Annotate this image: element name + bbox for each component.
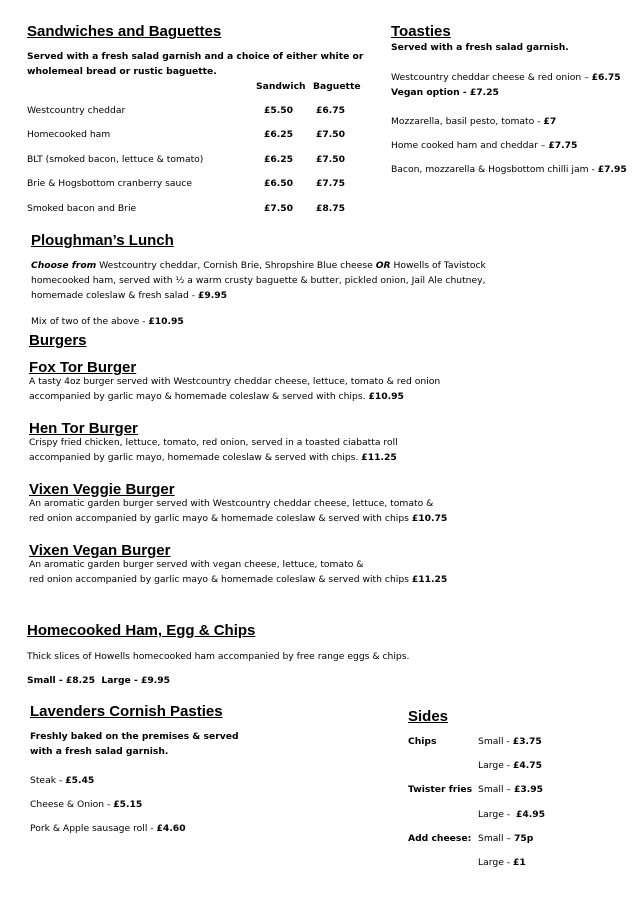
burger-name: Hen Tor Burger [29,420,138,437]
side-price [478,833,533,845]
side-price-value: £3.95 [513,784,544,795]
side-price [478,857,526,869]
side-size: Small – [478,833,514,844]
ploughmans-mix [31,316,184,328]
pasty-item [30,823,186,835]
toastie-name: Westcountry cheddar cheese & red onion – [391,72,592,83]
toastie-price: £6.75 [591,72,621,83]
side-size: Large - [478,760,514,771]
side-label: Twister fries [408,784,473,795]
sandwich-item-name: Westcountry cheddar [27,105,126,116]
column-header-baguette: Baguette [313,81,361,92]
sandwich-price: £5.50 [264,105,294,116]
sandwiches-intro-line-1: Served with a fresh salad garnish and a choice of either white or [27,51,364,62]
burger-desc-line-1: A tasty 4oz burger served with Westcountry cheddar cheese, lettuce, tomato & red onion [29,376,441,387]
burger-desc-text: red onion accompanied by garlic mayo & homemade coleslaw & served with chips [29,513,412,524]
ploughmans-title: Ploughman’s Lunch [31,232,174,249]
toastie-item [391,116,556,128]
sandwich-price: £6.25 [264,154,294,165]
toastie-item [391,87,499,99]
toastie-price: £7.75 [548,140,578,151]
burger-desc-text: accompanied by garlic mayo, homemade coleslaw & served with chips. [29,452,362,463]
pasty-price: £4.60 [156,823,186,834]
ploughmans-text: Westcountry cheddar, Cornish Brie, Shropshire Blue cheese [96,260,376,271]
ham-egg-desc: Thick slices of Howells homecooked ham accompanied by free range eggs & chips. [27,651,410,662]
burger-desc-line-2 [29,513,447,525]
side-size: Small – [478,784,514,795]
baguette-price: £7.75 [316,178,346,189]
ploughmans-mix-price: £10.95 [148,316,184,327]
side-price-value: £4.95 [515,809,545,820]
pasty-price: £5.15 [113,799,143,810]
burger-desc-line-1: An aromatic garden burger served with vegan cheese, lettuce, tomato & [29,559,364,570]
toastie-item [391,140,577,152]
burger-desc-line-1: Crispy fried chicken, lettuce, tomato, red onion, served in a toasted ciabatta roll [29,437,398,448]
sandwiches-intro-line-2: wholemeal bread or rustic baguette. [27,66,217,77]
burger-desc-text: red onion accompanied by garlic mayo & homemade coleslaw & served with chips [29,574,412,585]
ploughmans-price: £9.95 [197,290,228,301]
pasties-intro-line-1: Freshly baked on the premises & served [30,731,239,742]
or-label: OR [375,260,391,271]
burger-price: £11.25 [361,452,397,463]
pasty-name: Pork & Apple sausage roll - [30,823,157,834]
toastie-name: Mozzarella, basil pesto, tomato - [391,116,544,127]
pasty-price: £5.45 [65,775,95,786]
baguette-price: £8.75 [316,203,346,214]
side-price [478,736,542,748]
sandwich-price: £6.50 [264,178,294,189]
sandwich-item-name: Smoked bacon and Brie [27,203,137,214]
sandwich-price: £7.50 [264,203,294,214]
ham-egg-prices: Small - £8.25 Large - £9.95 [27,675,171,686]
burger-desc-line-1: An aromatic garden burger served with Westcountry cheddar cheese, lettuce, tomato & [29,498,434,509]
side-price [478,784,543,796]
toastie-price: £7.95 [597,164,627,175]
burger-desc-line-2 [29,452,397,464]
burger-name: Fox Tor Burger [29,359,137,376]
side-price-value: £3.75 [512,736,542,747]
toastie-price: £7.25 [469,87,499,98]
sides-title: Sides [408,708,449,725]
side-label: Add cheese: [408,833,472,844]
burger-name: Vixen Vegan Burger [29,542,171,559]
ploughmans-text: homemade coleslaw & fresh salad - [31,290,198,301]
ploughmans-line-2: homecooked ham, served with ½ a warm crusty baguette & butter, pickled onion, Jail Ale chutney, [31,275,486,286]
toastie-price: £7 [543,116,557,127]
sandwich-item-name: Homecooked ham [27,129,111,140]
pasty-name: Cheese & Onion - [30,799,114,810]
side-size: Large - [478,857,514,868]
column-header-sandwich: Sandwich [256,81,306,92]
burger-price: £11.25 [411,574,448,585]
toastie-name: Bacon, mozzarella & Hogsbottom chilli jam - [391,164,598,175]
side-price-value: £4.75 [513,760,543,771]
pasties-title: Lavenders Cornish Pasties [30,703,223,720]
side-price [478,809,545,821]
side-price [478,760,542,772]
baguette-price: £7.50 [316,129,346,140]
toastie-item [391,72,621,84]
burger-name: Vixen Veggie Burger [29,481,175,498]
pasty-item [30,775,94,787]
sandwiches-title: Sandwiches and Baguettes [27,23,222,40]
ploughmans-line-3 [31,290,227,302]
toastie-name: Vegan option - [391,87,470,98]
sandwich-price: £6.25 [264,129,294,140]
toasties-intro: Served with a fresh salad garnish. [391,42,569,53]
ham-egg-title: Homecooked Ham, Egg & Chips [27,622,256,639]
sandwich-item-name: BLT (smoked bacon, lettuce & tomato) [27,154,204,165]
burger-desc-line-2 [29,391,404,403]
side-price-value: £1 [513,857,526,868]
ploughmans-mix-text: Mix of two of the above - [31,316,149,327]
sandwich-item-name: Brie & Hogsbottom cranberry sauce [27,178,193,189]
pasties-intro-line-2: with a fresh salad garnish. [30,746,169,757]
pasty-item [30,799,142,811]
toastie-name: Home cooked ham and cheddar – [391,140,549,151]
toastie-item [391,164,627,176]
ploughmans-line-1 [31,260,486,272]
choose-from-label: Choose from [31,260,97,271]
toasties-title: Toasties [391,23,451,40]
side-label: Chips [408,736,437,747]
side-price-value: 75p [513,833,534,844]
burgers-title: Burgers [29,332,87,349]
burger-price: £10.95 [368,391,404,402]
ploughmans-text: Howells of Tavistock [390,260,486,271]
side-size: Large - [478,809,516,820]
pasty-name: Steak - [30,775,66,786]
baguette-price: £6.75 [316,105,346,116]
burger-price: £10.75 [411,513,448,524]
burger-desc-line-2 [29,574,447,586]
baguette-price: £7.50 [316,154,346,165]
burger-desc-text: accompanied by garlic mayo & homemade coleslaw & served with chips. [29,391,369,402]
side-size: Small - [478,736,513,747]
